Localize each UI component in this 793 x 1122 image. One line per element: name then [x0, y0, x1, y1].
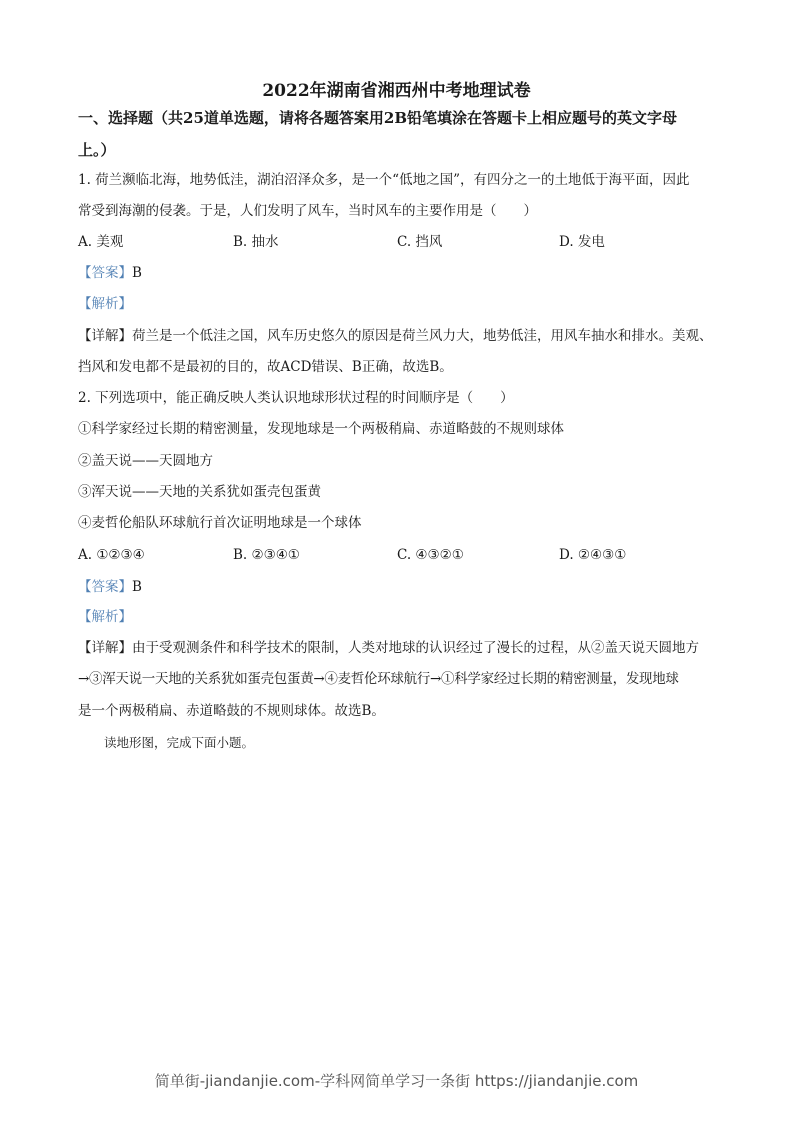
- q1-answer: [78, 264, 142, 282]
- q1-option-a: A. 美观: [78, 234, 124, 250]
- q2-item-1: ①科学家经过长期的精密测量，发现地球是一个两极稍扁、赤道略鼓的不规则球体: [78, 421, 564, 437]
- q1-option-c: C. 挡风: [397, 234, 443, 250]
- q2-analysis-tag: 【解析】: [78, 609, 132, 625]
- q2-answer: [78, 578, 142, 596]
- next-prompt: 读地形图，完成下面小题。: [104, 735, 255, 750]
- q2-option-c: C. ④③②①: [397, 547, 464, 563]
- q2-item-4: ④麦哲伦船队环球航行首次证明地球是一个球体: [78, 515, 362, 531]
- q2-stem: 2. 下列选项中，能正确反映人类认识地球形状过程的时间顺序是（ ）: [78, 390, 514, 406]
- q2-detail-cont: →③浑天说一天地的关系犹如蛋壳包蛋黄→④麦哲伦环球航行→①科学家经过长期的精密测量，发现地球: [78, 671, 679, 687]
- q2-option-b: B. ②③④①: [233, 547, 300, 563]
- q1-stem: 1. 荷兰濒临北海，地势低洼，湖泊沼泽众多，是一个“低地之国”，有四分之一的土地低于海平面，因此: [78, 172, 690, 188]
- page-title: 2022年湖南省湘西州中考地理试卷: [262, 81, 531, 101]
- q1-option-d: D. 发电: [559, 234, 605, 250]
- detail-text: 由于受观测条件和科学技术的限制，人类对地球的认识经过了漫长的过程，从②盖天说天圆地方: [132, 640, 699, 656]
- q2-detail: [78, 639, 699, 657]
- q2-option-d: D. ②④③①: [559, 547, 627, 563]
- detail-text: 荷兰是一个低洼之国，风车历史悠久的原因是荷兰风力大，地势低洼，用风车抽水和排水。美观、: [132, 328, 713, 344]
- answer-tag: 【答案】: [78, 579, 132, 595]
- q1-stem-cont: 常受到海潮的侵袭。于是，人们发明了风车，当时风车的主要作用是（ ）: [78, 203, 537, 219]
- q2-item-2: ②盖天说——天圆地方: [78, 453, 213, 469]
- q2-item-3: ③浑天说——天地的关系犹如蛋壳包蛋黄: [78, 484, 321, 500]
- answer-tag: 【答案】: [78, 265, 132, 281]
- q1-detail-cont: 挡风和发电都不是最初的目的，故ACD错误、B正确，故选B。: [78, 359, 453, 375]
- q2-detail-cont2: 是一个两极稍扁、赤道略鼓的不规则球体。故选B。: [78, 703, 385, 719]
- q1-option-b: B. 抽水: [233, 234, 279, 250]
- q1-analysis-tag: 【解析】: [78, 296, 132, 312]
- q1-detail: [78, 327, 713, 345]
- answer-value: B: [132, 579, 142, 595]
- page-footer: 简单街-jiandanjie.com-学科网简单学习一条街 https://jiandanjie.com: [154, 1072, 639, 1090]
- answer-value: B: [132, 265, 142, 281]
- section-heading-cont: 上。）: [78, 141, 116, 159]
- detail-tag: 【详解】: [78, 328, 132, 344]
- q2-option-a: A. ①②③④: [78, 547, 145, 563]
- section-heading: 一、选择题（共25道单选题，请将各题答案用2B铅笔填涂在答题卡上相应题号的英文字母: [78, 109, 677, 127]
- detail-tag: 【详解】: [78, 640, 132, 656]
